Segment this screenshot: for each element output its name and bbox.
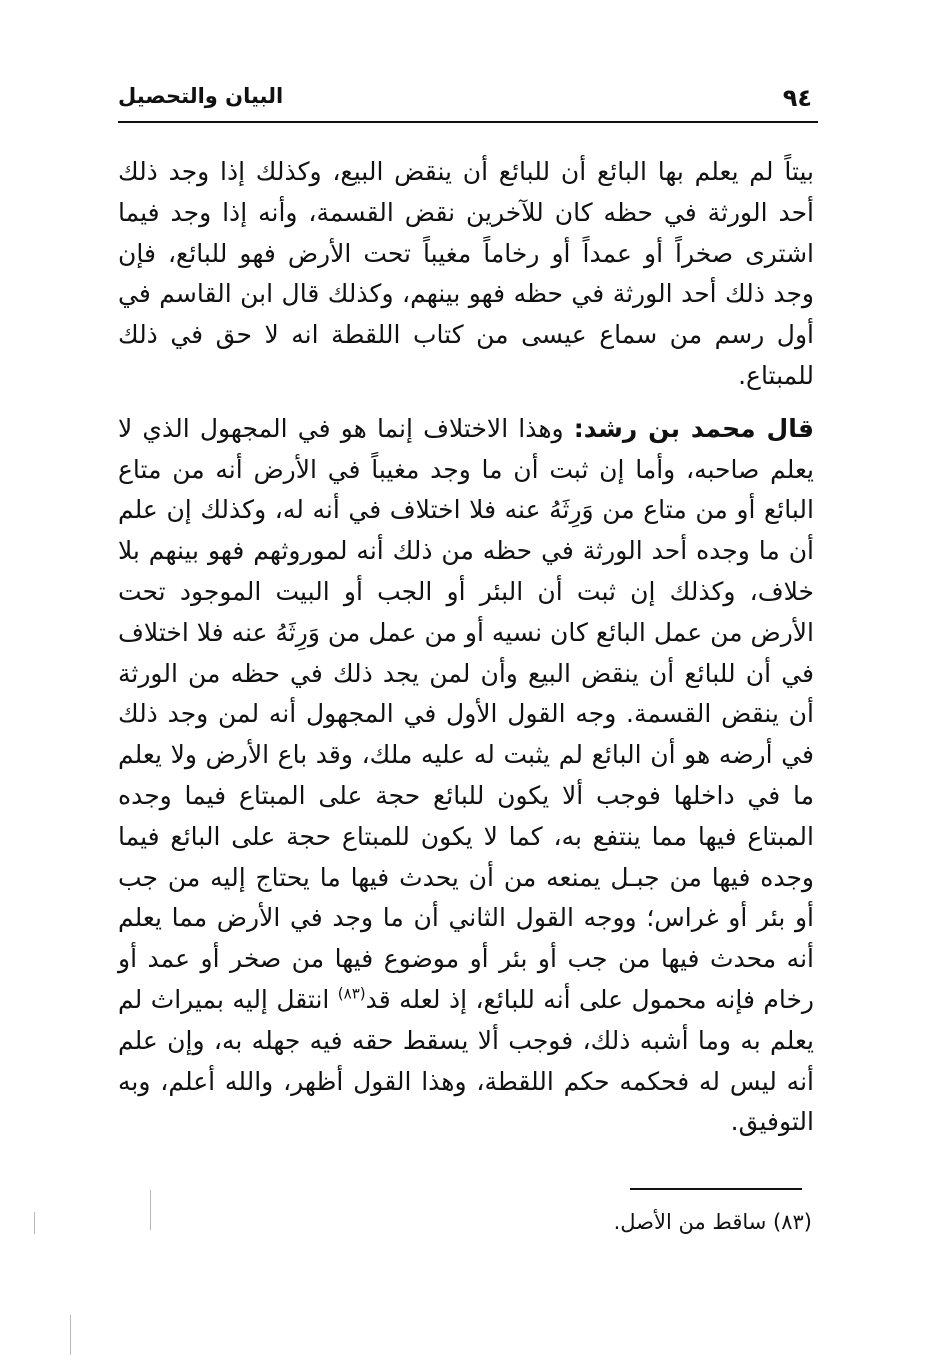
- footnote: (٨٣) ساقط من الأصل.: [613, 1210, 812, 1234]
- header-rule: [118, 121, 818, 123]
- scan-artifact: [34, 1212, 35, 1234]
- scan-artifact: [70, 1315, 71, 1355]
- footnote-rule: [630, 1188, 802, 1190]
- speaker-label: قال محمد بن رشد:: [573, 413, 815, 443]
- scan-artifact: [150, 1190, 151, 1230]
- body-text: [118, 152, 814, 1143]
- paragraph-2-main: وهذا الاختلاف إنما هو في المجهول الذي لا يعلم صاحبه، وأما إن ثبت أن ما وجد مغيباً في الأرض أنه من متاع البائع أو من متاع من وَرِثَهُ عنه فلا اختلاف في أنه له، وكذلك إن علم أن ما وجده أحد الورثة في حظه من ذلك أنه لموروثهم فهو بينهم بلا خلاف، وكذلك إن ثبت أن البئر أو الجب أو البيت الموجود تحت الأرض من عمل البائع كان نسيه أو من عمل من وَرِثَهُ عنه فلا اختلاف في أن للبائع أن ينقض البيع وأن لمن يجد ذلك في حظه من الورثة أن ينقض القسمة. وجه القول الأول في المجهول أنه لمن وجد ذلك في أرضه هو أن البائع لم يثبت له عليه ملك، وقد باع الأرض ولا يعلم ما في داخلها فوجب ألا يكون للبائع حجة على المبتاع فيما وجده المبتاع فيها مما ينتفع به، كما لا يكون للمبتاع حجة على البائع فيما وجده فيها من جبـل يمنعه من أن يحدث فيها ما يحتاج إليه من جب أو بئر أو غراس؛ ووجه القول الثاني أن ما وجد في الأرض مما يعلم أنه محدث فيها من جب أو بئر أو موضوع فيها من صخر أو عمد أو رخام فإنه محمول على أنه للبائع، إذ لعله قد: [118, 413, 815, 1014]
- paragraph-2: [118, 409, 814, 1143]
- paragraph-2-tail: انتقل إليه بميراث لم يعلم به وما أشبه ذلك، فوجب ألا يسقط حقه فيه جهله به، وإن علم أنه ليس له فحكمه حكم اللقطة، وهذا القول أظهر، والله أعلم، وبه التوفيق.: [118, 984, 814, 1137]
- running-head: البيان والتحصيل: [118, 84, 284, 108]
- footnote-reference: (٨٣): [337, 984, 366, 1003]
- page-number: ٩٤: [782, 84, 812, 112]
- page-header: [118, 78, 812, 118]
- paragraph-1: بيتاً لم يعلم بها البائع أن للبائع أن ينقض البيع، وكذلك إذا وجد ذلك أحد الورثة في حظه كان للآخرين نقض القسمة، وأنه إذا وجد فيما اشترى صخراً أو عمداً أو رخاماً مغيباً تحت الأرض فهو للبائع، فإن وجد ذلك أحد الورثة في حظه فهو بينهم، وكذلك قال ابن القاسم في أول رسم من سماع عيسى من كتاب اللقطة انه لا حق في ذلك للمبتاع.: [118, 157, 814, 390]
